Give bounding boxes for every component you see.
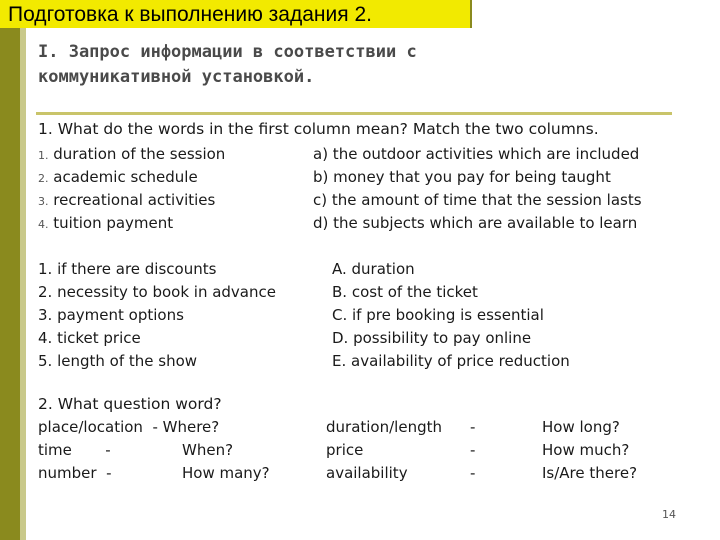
term-text: duration of the session xyxy=(53,145,226,163)
definition-item: c) the amount of time that the session lasts xyxy=(313,191,642,209)
page-number: 14 xyxy=(662,508,676,521)
qword-label: place/location - Where? xyxy=(38,418,220,436)
qword-dash: - xyxy=(470,418,476,436)
qword-item: duration/length xyxy=(326,418,442,436)
section-heading-line2: коммуникативной установкой. xyxy=(38,67,315,87)
phrase-item: 2. necessity to book in advance xyxy=(38,283,276,301)
term-item xyxy=(38,214,173,232)
match-item: C. if pre booking is essential xyxy=(332,306,544,324)
heading-divider xyxy=(36,112,672,115)
definition-item: b) money that you pay for being taught xyxy=(313,168,611,186)
phrase-item: 3. payment options xyxy=(38,306,184,324)
term-number: 2. xyxy=(38,172,49,185)
term-item xyxy=(38,145,225,163)
slide-title: Подготовка к выполнению задания 2. xyxy=(8,3,372,26)
match-item: E. availability of price reduction xyxy=(332,352,570,370)
section-heading xyxy=(38,40,678,90)
left-accent-stripe xyxy=(20,28,26,540)
qword-question: How long? xyxy=(542,418,620,436)
term-text: recreational activities xyxy=(53,191,216,209)
qword-answer: When? xyxy=(182,441,234,459)
term-text: tuition payment xyxy=(53,214,174,232)
match-item: B. cost of the ticket xyxy=(332,283,478,301)
match-item: D. possibility to pay online xyxy=(332,329,532,347)
qword-question: How much? xyxy=(542,441,630,459)
term-item xyxy=(38,168,198,186)
match-item: A. duration xyxy=(332,260,415,278)
qword-label: number - xyxy=(38,464,112,482)
qword-item: availability xyxy=(326,464,408,482)
phrase-item: 1. if there are discounts xyxy=(38,260,217,278)
definition-item: a) the outdoor activities which are included xyxy=(313,145,640,163)
title-bar xyxy=(0,0,472,28)
qword-label: time - xyxy=(38,441,111,459)
task1-prompt: 1. What do the words in the first column mean? Match the two columns. xyxy=(38,120,599,138)
qword-dash: - xyxy=(470,464,476,482)
left-accent-bar xyxy=(0,0,20,540)
term-text: academic schedule xyxy=(53,168,198,186)
term-number: 4. xyxy=(38,218,49,231)
section-heading-line1: I. Запрос информации в соответствии с xyxy=(38,42,417,62)
phrase-item: 4. ticket price xyxy=(38,329,141,347)
definition-item: d) the subjects which are available to learn xyxy=(313,214,638,232)
task2-prompt: 2. What question word? xyxy=(38,395,222,413)
qword-answer: How many? xyxy=(182,464,270,482)
qword-question: Is/Are there? xyxy=(542,464,638,482)
phrase-item: 5. length of the show xyxy=(38,352,198,370)
term-number: 3. xyxy=(38,195,49,208)
term-number: 1. xyxy=(38,149,49,162)
qword-dash: - xyxy=(470,441,476,459)
term-item xyxy=(38,191,215,209)
qword-item: price xyxy=(326,441,364,459)
